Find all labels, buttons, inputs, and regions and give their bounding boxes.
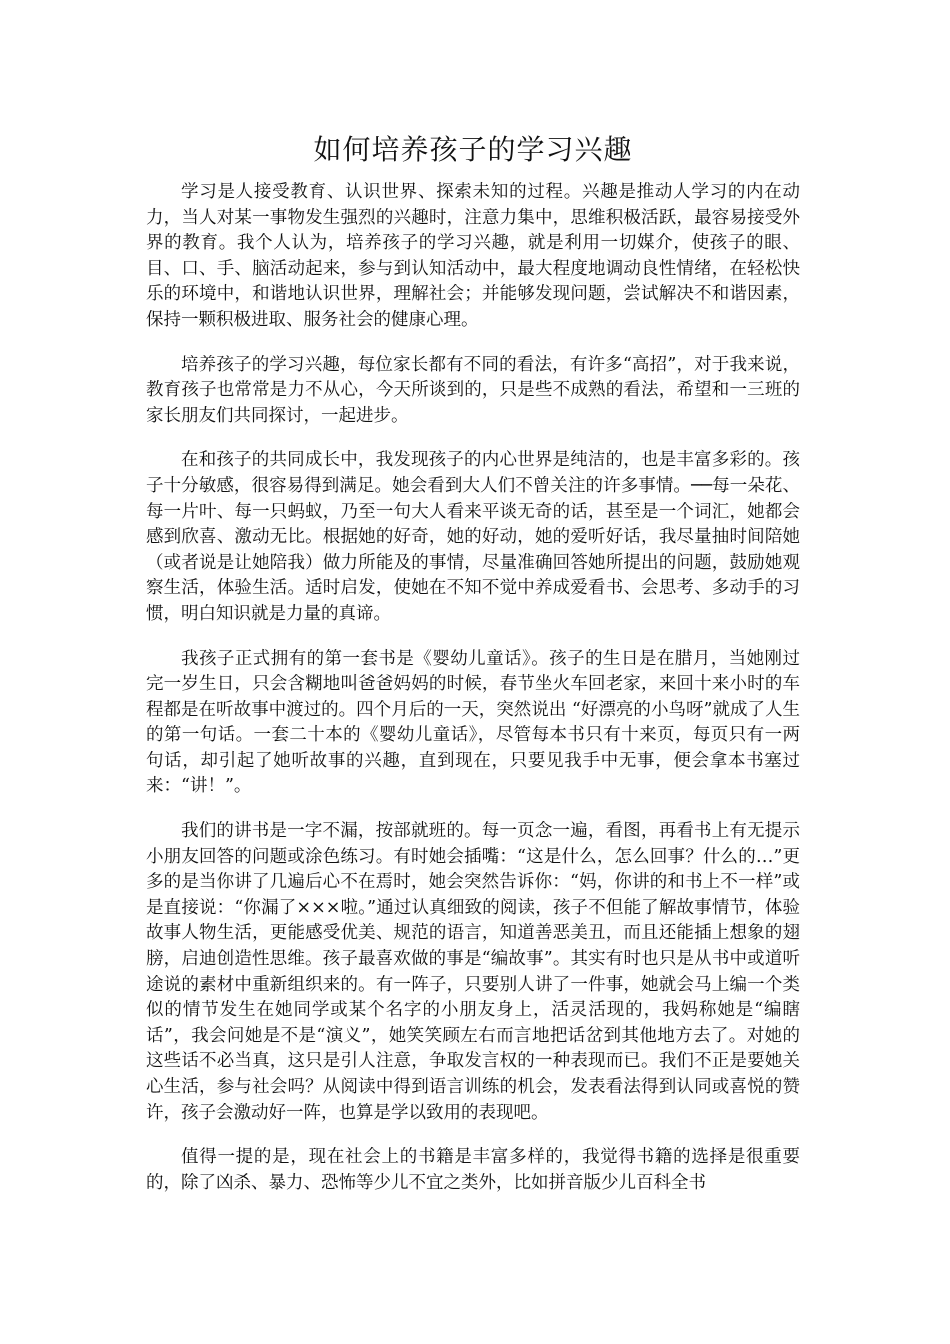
paragraph: 我孩子正式拥有的第一套书是《婴幼儿童话》。孩子的生日是在腊月，当她刚过完一岁生日，只会含糊地叫爸爸妈妈的时候，春节坐火车回老家，来回十来小时的车程都是在听故事中渡过的。四个月后的一天，突然说出 “好漂亮的小鸟呀”就成了人生的第一句话。一套二十本的《婴幼儿童话》，尽管每本书只有十来页，每页只有一两句话，却引起了她听故事的兴趣，直到现在，只要见我手中无事，便会拿本书塞过来：“讲！”。 [146,648,800,797]
paragraph: 学习是人接受教育、认识世界、探索未知的过程。兴趣是推动人学习的内在动力，当人对某一事物发生强烈的兴趣时，注意力集中，思维积极活跃，最容易接受外界的教育。我个人认为，培养孩子的学习兴趣，就是利用一切媒介，使孩子的眼、目、口、手、脑活动起来，参与到认知活动中，最大程度地调动良性情绪，在轻松快乐的环境中，和谐地认识世界，理解社会；并能够发现问题，尝试解决不和谐因素，保持一颗积极进取、服务社会的健康心理。 [146,182,800,330]
paragraph: 我们的讲书是一字不漏，按部就班的。每一页念一遍，看图，再看书上有无提示小朋友回答的问题或涂色练习。有时她会插嘴：“这是什么，怎么回事？什么的…”更多的是当你讲了几遍后心不在焉时，她会突然告诉你：“妈，你讲的和书上不一样”或是直接说：“你漏了×××啦。”通过认真细致的阅读，孩子不但能了解故事情节，体验故事人物生活，更能感受优美、规范的语言，知道善恶美丑，而且还能插上想象的翅膀，启迪创造性思维。孩子最喜欢做的事是“编故事”。其实有时也只是从书中或道听途说的素材中重新组织来的。有一阵子，只要别人讲了一件事，她就会马上编一个类似的情节发生在她同学或某个名字的小朋友身上，活灵活现的，我妈称她是“编瞎话”，我会问她是不是“演义”，她笑笑顾左右而言地把话岔到其他地方去了。对她的这些话不必当真，这只是引人注意，争取发言权的一种表现而已。我们不正是要她关心生活，参与社会吗？从阅读中得到语言训练的机会，发表看法得到认同或喜悦的赞许，孩子会激动好一阵，也算是学以致用的表现吧。 [146,821,800,1123]
paragraph: 培养孩子的学习兴趣，每位家长都有不同的看法，有许多“高招”，对于我来说，教育孩子也常常是力不从心，今天所谈到的，只是些不成熟的看法，希望和一三班的家长朋友们共同探讨，一起进步。 [146,354,800,426]
paragraph: 值得一提的是，现在社会上的书籍是丰富多样的，我觉得书籍的选择是很重要的，除了凶杀、暴力、恐怖等少儿不宜之类外，比如拼音版少儿百科全书 [146,1147,800,1193]
document-title: 如何培养孩子的学习兴趣 [313,133,633,166]
document-page [146,130,800,1215]
paragraph: 在和孩子的共同成长中，我发现孩子的内心世界是纯洁的，也是丰富多彩的。孩子十分敏感，很容易得到满足。她会看到大人们不曾关注的许多事情。──每一朵花、每一片叶、每一只蚂蚁，乃至一句大人看来平谈无奇的话，甚至是一个词汇，她都会感到欣喜、激动无比。根据她的好奇，她的好动，她的爱听好话，我尽量抽时间陪她（或者说是让她陪我）做力所能及的事情，尽量准确回答她所提出的问题，鼓励她观察生活，体验生活。适时启发，使她在不知不觉中养成爱看书、会思考、多动手的习惯，明白知识就是力量的真谛。 [146,450,800,624]
